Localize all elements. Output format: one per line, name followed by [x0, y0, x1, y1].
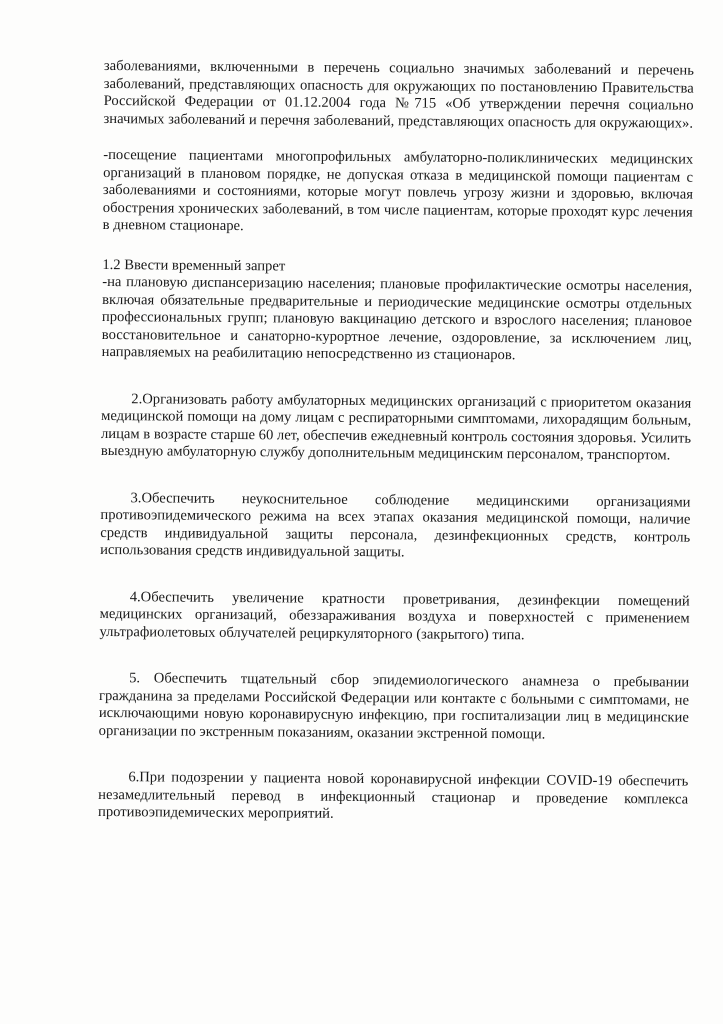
- paragraph-item-3: 3.Обеспечить неукоснительное соблюдение медицинскими организациями противоэпидемического режима на всех этапах оказания медицинской помощи, наличие средств индивидуальной защиты персонала, дезинфекционных средств, контроль использования средств индивидуальной защиты.: [100, 489, 691, 561]
- paragraph-temporary-ban: -на плановую диспансеризацию населения; плановые профилактические осмотры населения, включая обязательные предварительные и периодические медицинские осмотры отдельных профессиональных групп; плановую вакцинацию детского и взрослого населения; плановое восстановительное и санаторно-курортное лечение, оздоровление, за исключением лиц, направляемых на реабилитацию непосредственно из стационаров.: [101, 273, 693, 364]
- paragraph-outpatient-visits: -посещение пациентами многопрофильных амбулаторно-поликлинических медицинских организаций в плановом порядке, не допуская отказа в медицинской помощи пациентам с заболеваниями и состояниями, которые могут повлечь угрозу жизни и здоровью, включая обострения хронических заболеваний, в том числе пациентам, которые проходят курс лечения в дневном стационаре.: [102, 146, 694, 235]
- paragraph-item-6: 6.При подозрении у пациента новой коронавирусной инфекции COVID-19 обеспечить незамедлительный перевод в инфекционный стационар и проведение комплекса противоэпидемических мероприятий.: [98, 769, 689, 822]
- document-body: [98, 58, 694, 826]
- paragraph-item-2: 2.Организовать работу амбулаторных медицинских организаций с приоритетом оказания медицинской помощи на дому лицам с респираторными симптомами, лихорадящим больным, лицам в возрасте старше 60 лет, обеспечив ежедневный контроль состояния здоровья. Усилить выездную амбулаторную службу дополнительным медицинским персоналом, транспортом.: [100, 390, 692, 464]
- paragraph-heading-1-2: 1.2 Ввести временный запрет: [102, 256, 286, 274]
- paragraph-item-5: 5. Обеспечить тщательный сбор эпидемиологического анамнеза о пребывании гражданина за пределами Российской Федерации или контакте с больными с симптомами, не исключающими новую коронавирусную инфекцию, при госпитализации лиц в медицинские организации по экстренным показаниям, оказании экстренной помощи.: [98, 670, 690, 742]
- paragraph-item-4: 4.Обеспечить увеличение кратности проветривания, дезинфекции помещений медицинских организаций, обеззараживания воздуха и поверхностей с применением ультрафиолетовых облучателей рециркуляторного (закрытого) типа.: [99, 588, 690, 643]
- paragraph-continuation: заболеваниями, включенными в перечень социально значимых заболеваний и перечень заболеваний, представляющих опасность для окружающих по постановлению Правительства Российской Федерации от 01.12.2004 года №715 «Об утверждении перечня социально значимых заболеваний и перечня заболеваний, представляющих опасность для окружающих».: [103, 58, 694, 132]
